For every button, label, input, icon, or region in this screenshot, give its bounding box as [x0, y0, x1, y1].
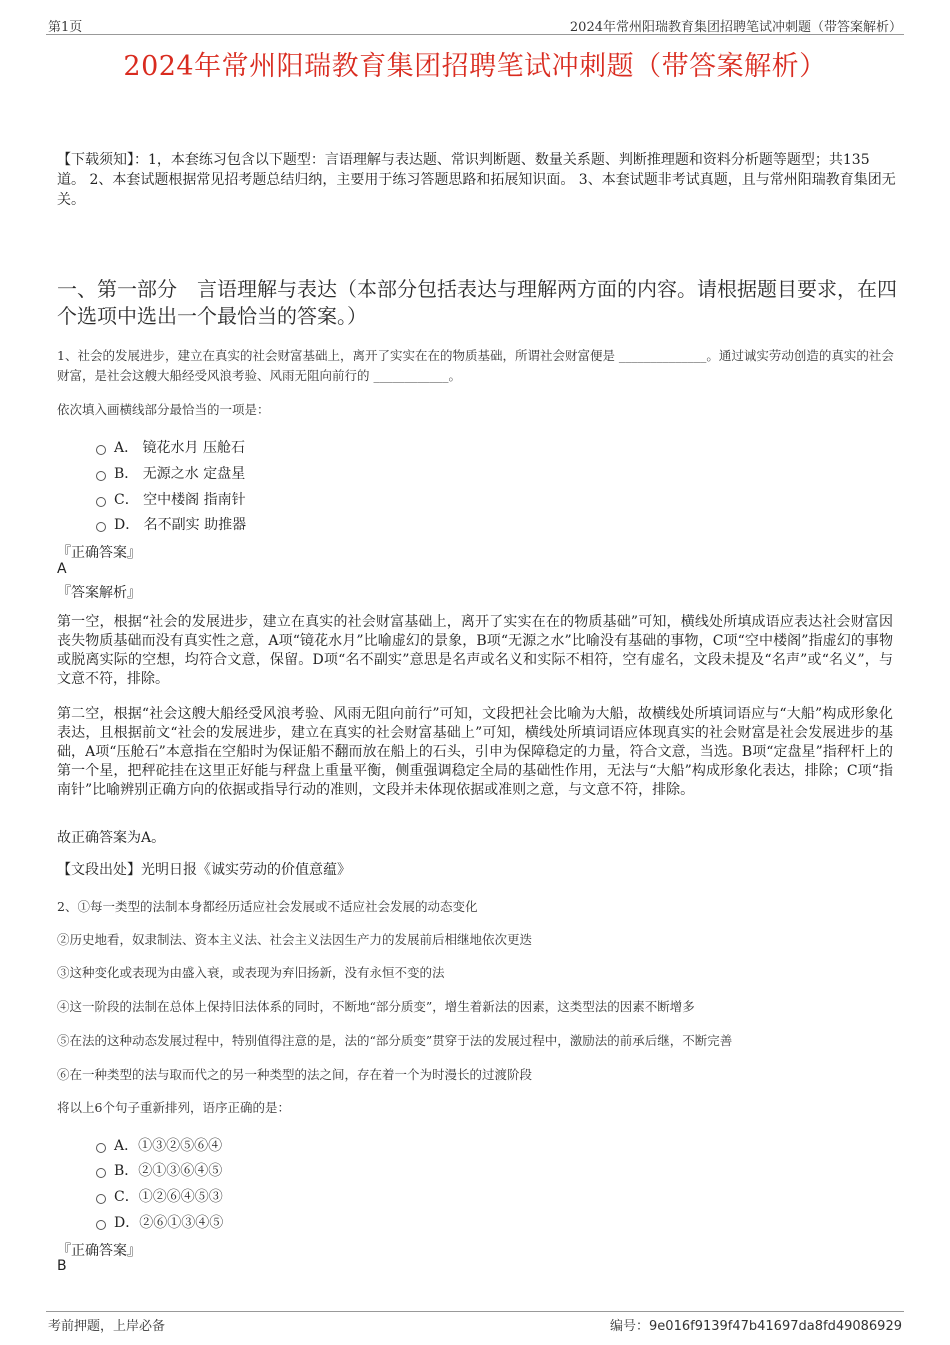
option-label: B． 无源之水 定盘星	[114, 466, 246, 482]
footer-slogan: 考前押题，上岸必备	[48, 1319, 166, 1334]
question-2-sentence-1: 2、①每一类型的法制本身都经历适应社会发展或不适应社会发展的动态变化	[57, 899, 478, 914]
document-title: 2024年常州阳瑞教育集团招聘笔试冲刺题（带答案解析）	[123, 51, 827, 82]
option-label: A．①③②⑤⑥④	[114, 1138, 223, 1154]
question-1-stem: 1、社会的发展进步，建立在真实的社会财富基础上，离开了实实在在的物质基础，所谓社会财富便是 ______________。通过诚实劳动创造的真实的社会财富，是社会这艘大船经受风浪考验、风雨无阻向前行的 ____________。	[57, 348, 894, 383]
option-label: B．②①③⑥④⑤	[114, 1163, 223, 1179]
radio-icon[interactable]	[96, 445, 106, 455]
radio-icon[interactable]	[96, 1194, 106, 1204]
question-2-sentence-5: ⑤在法的这种动态发展过程中，特别值得注意的是，法的“部分质变”贯穿于法的发展过程中，激励法的前承后继，不断完善	[57, 1033, 733, 1048]
question-2-option-c[interactable]	[96, 1186, 223, 1206]
analysis-conclusion: 故正确答案为A。	[57, 830, 166, 846]
question-2-option-b[interactable]	[96, 1160, 222, 1180]
question-1-option-a[interactable]	[96, 437, 245, 457]
radio-icon[interactable]	[96, 497, 106, 507]
option-label: C． 空中楼阁 指南针	[114, 492, 246, 508]
analysis-paragraph-2: 第二空，根据“社会这艘大船经受风浪考验、风雨无阻向前行”可知，文段把社会比喻为大船，故横线处所填词语应与“大船”构成形象化表达，且根据前文“社会的发展进步，建立在真实的社会财富基础上”可知，横线处所填词语应体现真实的社会财富是社会发展进步的基础，A项“压舱石”本意指在空船时为保证船不翻而放在船上的石头，引申为保障稳定的力量，符合文意，当选。B项“定盘星”指秤杆上的第一个星，把秤砣挂在这里正好能与秤盘上重量平衡，侧重强调稳定全局的基础性作用，无法与“大船”构成形象化表达，排除；C项“指南针”比喻辨别正确方向的依据或指导行动的准则，文段并未体现依据或准则之意，与文意不符，排除。	[57, 706, 893, 798]
radio-icon[interactable]	[96, 1168, 106, 1178]
page-header	[46, 14, 904, 35]
question-1-option-b[interactable]	[96, 463, 245, 483]
analysis-paragraph-1: 第一空，根据“社会的发展进步，建立在真实的社会财富基础上，离开了实实在在的物质基础”可知，横线处所填成语应表达社会财富因丧失物质基础而没有真实性之意，A项“镜花水月”比喻虚幻的景象，B项“无源之水”比喻没有基础的事物，C项“空中楼阁”指虚幻的事物或脱离实际的空想，均符合文意，保留。D项“名不副实”意思是名声或名义和实际不相符，空有虚名，文段未提及“名声”或“名义”，与文意不符，排除。	[57, 614, 893, 687]
radio-icon[interactable]	[96, 471, 106, 481]
section-heading: 一、第一部分 言语理解与表达（本部分包括表达与理解两方面的内容。请根据题目要求，在四个选项中选出一个最恰当的答案。）	[57, 277, 897, 328]
question-2-sentence-4: ④这一阶段的法制在总体上保持旧法体系的同时，不断地“部分质变”，增生着新法的因素，这类型法的因素不断增多	[57, 999, 695, 1014]
question-2-answer-label: 『正确答案』	[57, 1243, 141, 1259]
analysis-source: 【文段出处】光明日报《诚实劳动的价值意蕴》	[57, 862, 351, 878]
question-2-sentence-2: ②历史地看，奴隶制法、资本主义法、社会主义法因生产力的发展前后相继地依次更迭	[57, 932, 533, 947]
page-footer	[46, 1311, 904, 1336]
question-1-option-d[interactable]	[96, 514, 246, 534]
question-1-answer-label: 『正确答案』	[57, 545, 141, 561]
download-notice: 【下载须知】：1，本套练习包含以下题型：言语理解与表达题、常识判断题、数量关系题、判断推理题和资料分析题等题型；共135道。 2、本套试题根据常见招考题总结归纳，主要用于练习答题思路和拓展知识面。 3、本套试题非考试真题，且与常州阳瑞教育集团无关。	[57, 152, 896, 208]
question-2-sentence-3: ③这种变化或表现为由盛入衰，或表现为弃旧扬新，没有永恒不变的法	[57, 965, 445, 980]
radio-icon[interactable]	[96, 1220, 106, 1230]
question-1-option-c[interactable]	[96, 489, 246, 509]
question-2-option-a[interactable]	[96, 1135, 222, 1155]
option-label: A． 镜花水月 压舱石	[114, 440, 246, 456]
radio-icon[interactable]	[96, 1143, 106, 1153]
question-1-answer: A	[57, 561, 67, 577]
page-number: 第1页	[48, 20, 83, 35]
option-label: D． 名不副实 助推器	[114, 517, 247, 533]
radio-icon[interactable]	[96, 522, 106, 532]
option-label: D．②⑥①③④⑤	[114, 1215, 224, 1231]
footer-code	[610, 1315, 902, 1334]
question-2-option-d[interactable]	[96, 1212, 223, 1232]
question-2-prompt: 将以上6个句子重新排列，语序正确的是：	[57, 1100, 290, 1115]
question-1-prompt: 依次填入画横线部分最恰当的一项是：	[57, 402, 270, 417]
option-label: C．①②⑥④⑤③	[114, 1189, 223, 1205]
question-2-answer: B	[57, 1258, 67, 1274]
footer-code-value: 9e016f9139f47b41697da8fd49086929	[649, 1319, 902, 1334]
header-doc-title: 2024年常州阳瑞教育集团招聘笔试冲刺题（带答案解析）	[569, 20, 902, 35]
question-1-analysis-label: 『答案解析』	[57, 585, 141, 601]
footer-code-label: 编号：	[610, 1319, 650, 1334]
question-2-sentence-6: ⑥在一种类型的法与取而代之的另一种类型的法之间，存在着一个为时漫长的过渡阶段	[57, 1067, 533, 1082]
